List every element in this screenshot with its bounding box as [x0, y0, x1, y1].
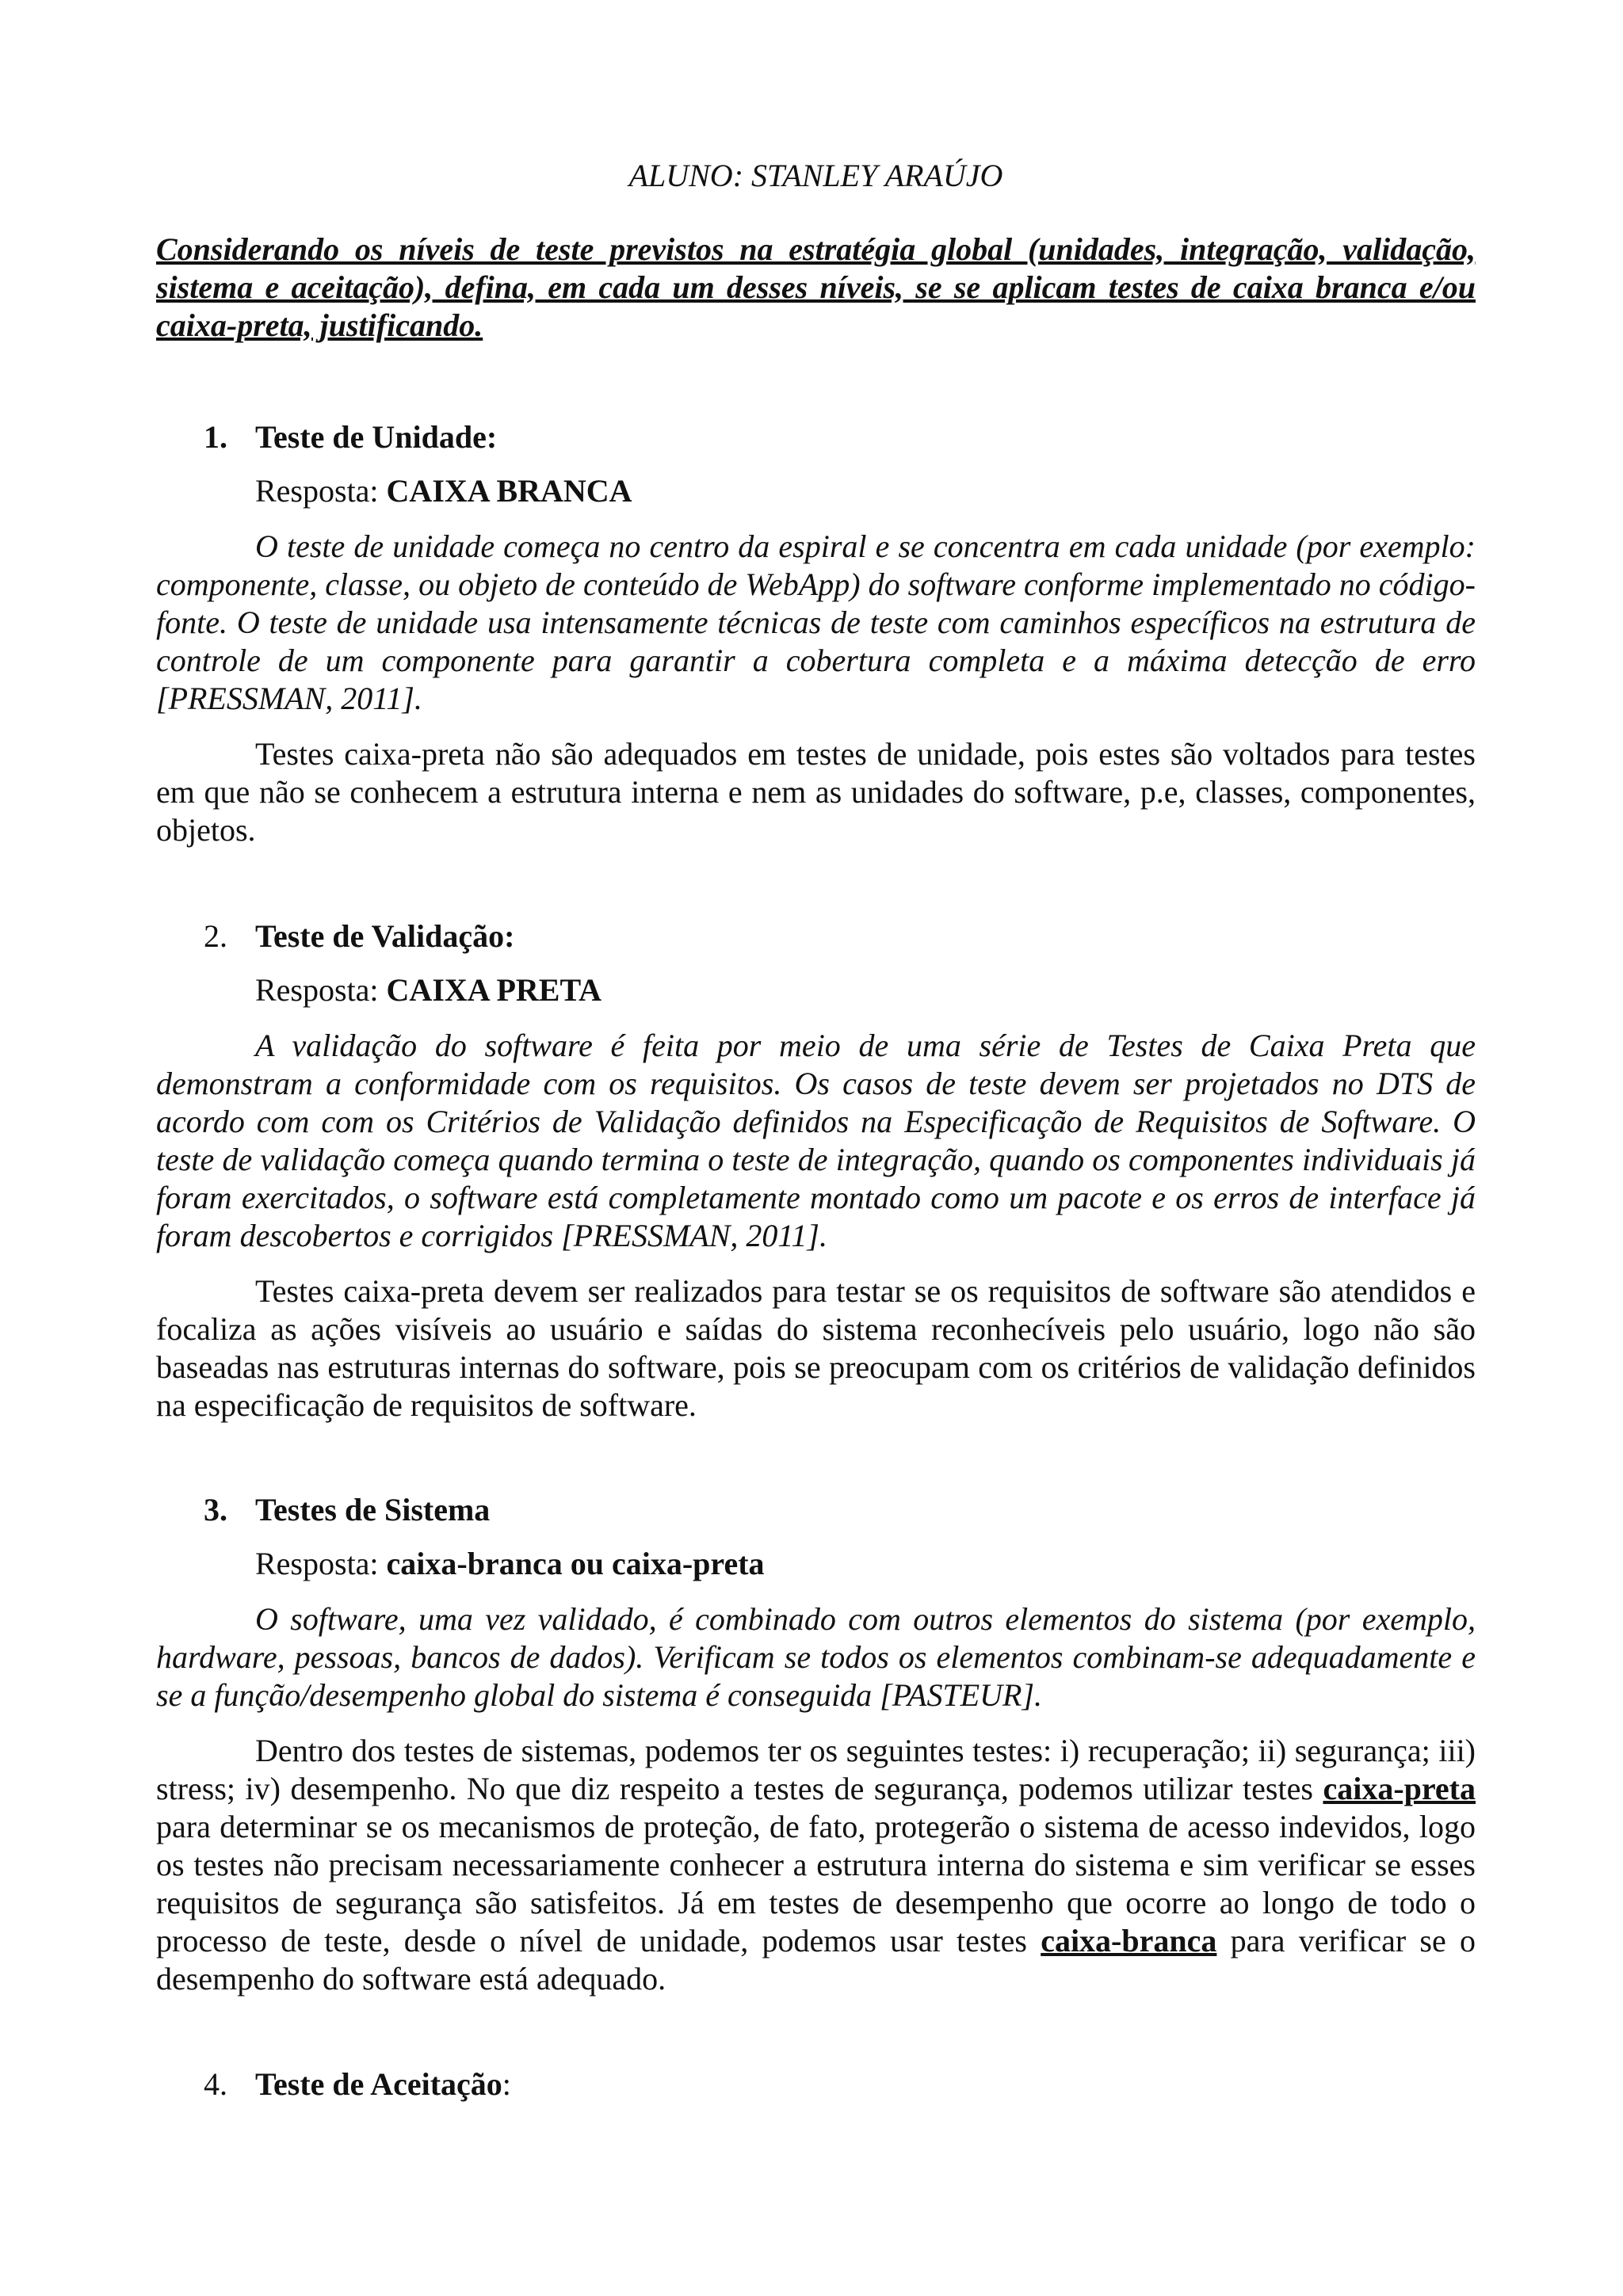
justification-paragraph	[156, 1732, 1476, 1998]
text-part: Dentro dos testes de sistemas, podemos ter os seguintes testes: i) recuperação; ii) segurança; iii) stress; iv) desempenho. No que diz respeito a testes de segurança, podemos utilizar testes	[156, 1733, 1476, 1806]
section-system-test	[156, 1491, 1476, 1998]
section-heading	[156, 2065, 1476, 2103]
question-statement: Considerando os níveis de teste previstos na estratégia global (unidades, integração, validação, sistema e aceitação), defina, em cada um desses níveis, se se aplicam testes de caixa branca e/ou caixa-preta, justificando.	[156, 231, 1476, 343]
answer-label: Resposta:	[255, 473, 379, 509]
answer-value: caixa-branca ou caixa-preta	[386, 1546, 765, 1581]
section-number: 4.	[204, 2066, 227, 2102]
section-heading	[156, 418, 1476, 456]
text-part: para verificar se o desempenho do software está adequado.	[156, 1923, 1476, 1997]
section-validation-test	[156, 917, 1476, 1425]
section-heading	[156, 1491, 1476, 1529]
justification-paragraph: Testes caixa-preta não são adequados em testes de unidade, pois estes são voltados para testes em que não se conhecem a estrutura interna e nem as unidades do software, p.e, classes, componentes, objetos.	[156, 736, 1476, 848]
answer-value: CAIXA BRANCA	[386, 473, 632, 509]
section-heading	[156, 917, 1476, 955]
quote-paragraph: O software, uma vez validado, é combinado com outros elementos do sistema (por exemplo, hardware, pessoas, bancos de dados). Verificam se todos os elementos combinam-se adequadamente e se a função/desempenho global do sistema é conseguida [PASTEUR].	[156, 1601, 1476, 1713]
section-title: Teste de Unidade:	[255, 419, 498, 455]
student-name: ALUNO: STANLEY ARAÚJO	[628, 158, 1003, 193]
answer-label: Resposta:	[255, 1546, 379, 1581]
justification-paragraph: Testes caixa-preta devem ser realizados para testar se os requisitos de software são atendidos e focaliza as ações visíveis ao usuário e saídas do sistema reconhecíveis pelo usuário, logo não são baseadas nas estruturas internas do software, pois se preocupam com os critérios de validação definidos na especificação de requisitos de software.	[156, 1273, 1476, 1423]
emphasis-caixa-preta: caixa-preta	[1323, 1771, 1476, 1806]
answer-line	[156, 971, 1476, 1009]
section-title	[255, 2065, 511, 2103]
section-title: Testes de Sistema	[255, 1492, 491, 1527]
emphasis-caixa-branca: caixa-branca	[1041, 1923, 1217, 1958]
section-title-suffix: :	[502, 2066, 511, 2102]
section-title: Teste de Validação:	[255, 918, 515, 954]
section-number: 2.	[204, 918, 227, 954]
section-acceptance-test	[156, 2065, 1476, 2103]
answer-line	[156, 472, 1476, 510]
answer-label: Resposta:	[255, 972, 379, 1008]
section-unit-test	[156, 418, 1476, 849]
answer-line	[156, 1545, 1476, 1583]
quote-paragraph: A validação do software é feita por meio de uma série de Testes de Caixa Preta que demonstram a conformidade com os requisitos. Os casos de teste devem ser projetados no DTS de acordo com com os Critérios de Validação definidos na Especificação de Requisitos de Software. O teste de validação começa quando termina o teste de integração, quando os componentes individuais já foram exercitados, o software está completamente montado como um pacote e os erros de interface já foram descobertos e corrigidos [PRESSMAN, 2011].	[156, 1028, 1476, 1253]
section-number: 3.	[204, 1492, 227, 1527]
quote-paragraph: O teste de unidade começa no centro da espiral e se concentra em cada unidade (por exemplo: componente, classe, ou objeto de conteúdo de WebApp) do software conforme implementado no código-fonte. O teste de unidade usa intensamente técnicas de teste com caminhos específicos na estrutura de controle de um componente para garantir a cobertura completa e a máxima detecção de erro [PRESSMAN, 2011].	[156, 528, 1476, 716]
text-part: para determinar se os mecanismos de proteção, de fato, protegerão o sistema de acesso indevidos, logo os testes não precisam necessariamente conhecer a estrutura interna do sistema e sim verificar se esses requisitos de segurança são satisfeitos. Já em testes de desempenho que ocorre ao longo de todo o processo de teste, desde o nível de unidade, podemos usar testes	[156, 1809, 1476, 1958]
section-title-text: Teste de Aceitação	[255, 2066, 502, 2102]
answer-value: CAIXA PRETA	[386, 972, 602, 1008]
section-number: 1.	[204, 419, 227, 455]
